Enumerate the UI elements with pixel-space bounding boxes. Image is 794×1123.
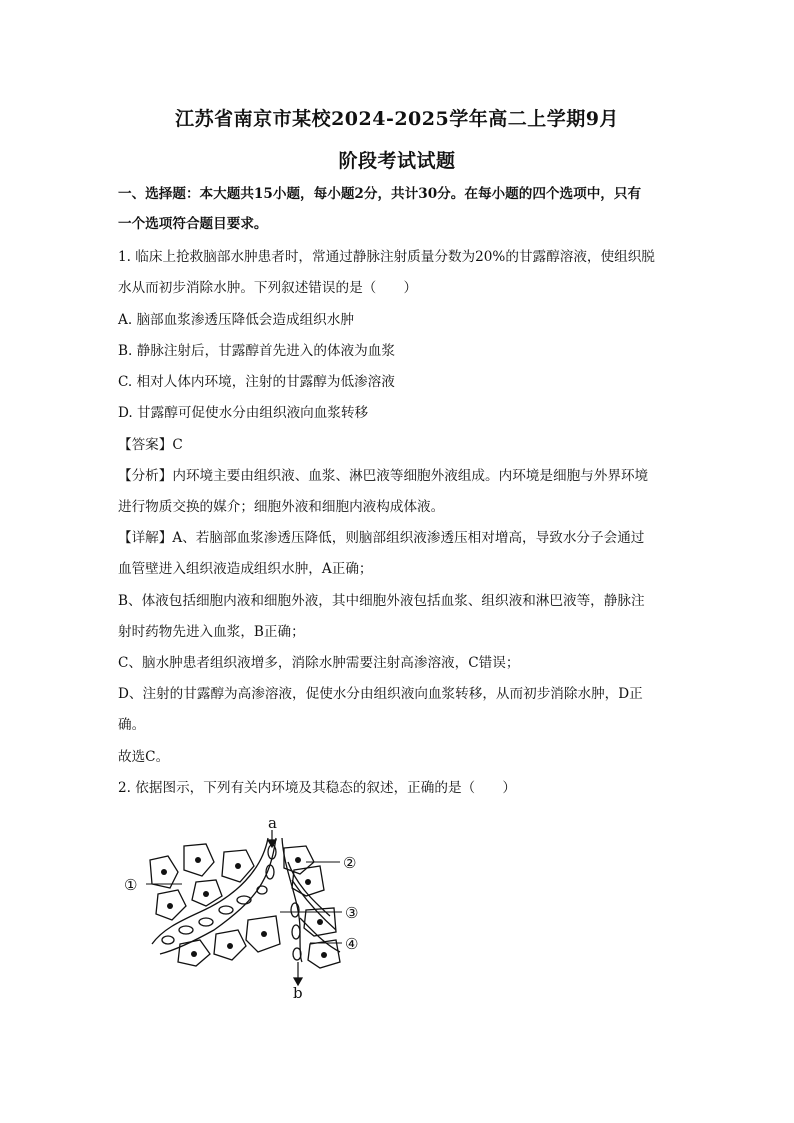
figure-label-4: ④ xyxy=(345,935,359,953)
q1-detail-line-7: 确。 xyxy=(118,717,146,733)
q1-option-a: A. 脑部血浆渗透压降低会造成组织水肿 xyxy=(118,312,354,328)
q1-detail-line-1: 【详解】A、若脑部血浆渗透压降低，则脑部组织液渗透压相对增高，导致水分子会通过 xyxy=(118,530,645,546)
q1-detail-line-8: 故选C。 xyxy=(118,749,170,765)
figure-label-1: ① xyxy=(124,876,138,894)
figure-label-3: ③ xyxy=(345,904,359,922)
q1-option-d: D. 甘露醇可促使水分由组织液向血浆转移 xyxy=(118,405,369,421)
q1-detail-line-2: 血管壁进入组织液造成组织水肿，A正确； xyxy=(118,561,373,577)
q1-detail-line-3: B、体液包括细胞内液和细胞外液，其中细胞外液包括血浆、组织液和淋巴液等，静脉注 xyxy=(118,593,645,609)
tissue-diagram xyxy=(118,812,378,1004)
q1-analysis-line-2: 进行物质交换的媒介；细胞外液和细胞内液构成体液。 xyxy=(118,499,445,515)
q1-option-c: C. 相对人体内环境，注射的甘露醇为低渗溶液 xyxy=(118,374,395,390)
document-title-line-2: 阶段考试试题 xyxy=(338,150,456,172)
q1-stem-line-1: 1. 临床上抢救脑部水肿患者时，常通过静脉注射质量分数为20%的甘露醇溶液，使组织脱 xyxy=(118,249,655,265)
section-header-line-1: 一、选择题：本大题共15小题，每小题2分，共计30分。在每小题的四个选项中，只有 xyxy=(118,186,642,202)
document-title-line-1: 江苏省南京市某校2024-2025学年高二上学期9月 xyxy=(175,108,619,130)
q1-stem-line-2: 水从而初步消除水肿。下列叙述错误的是（ ） xyxy=(118,280,418,296)
q1-analysis-line-1: 【分析】内环境主要由组织液、血浆、淋巴液等细胞外液组成。内环境是细胞与外界环境 xyxy=(118,468,649,484)
q1-detail-line-4: 射时药物先进入血浆，B正确； xyxy=(118,624,305,640)
q1-answer: 【答案】C xyxy=(118,437,183,453)
q2-stem: 2. 依据图示，下列有关内环境及其稳态的叙述，正确的是（ ） xyxy=(118,780,516,796)
q1-detail-line-5: C、脑水肿患者组织液增多，消除水肿需要注射高渗溶液，C错误； xyxy=(118,655,520,671)
figure-label-a: a xyxy=(268,814,277,832)
section-header-line-2: 一个选项符合题目要求。 xyxy=(118,216,268,232)
figure-label-2: ② xyxy=(343,854,357,872)
q1-detail-line-6: D、注射的甘露醇为高渗溶液，促使水分由组织液向血浆转移，从而初步消除水肿，D正 xyxy=(118,686,643,702)
figure-label-b: b xyxy=(293,984,303,1002)
q1-option-b: B. 静脉注射后，甘露醇首先进入的体液为血浆 xyxy=(118,343,395,359)
